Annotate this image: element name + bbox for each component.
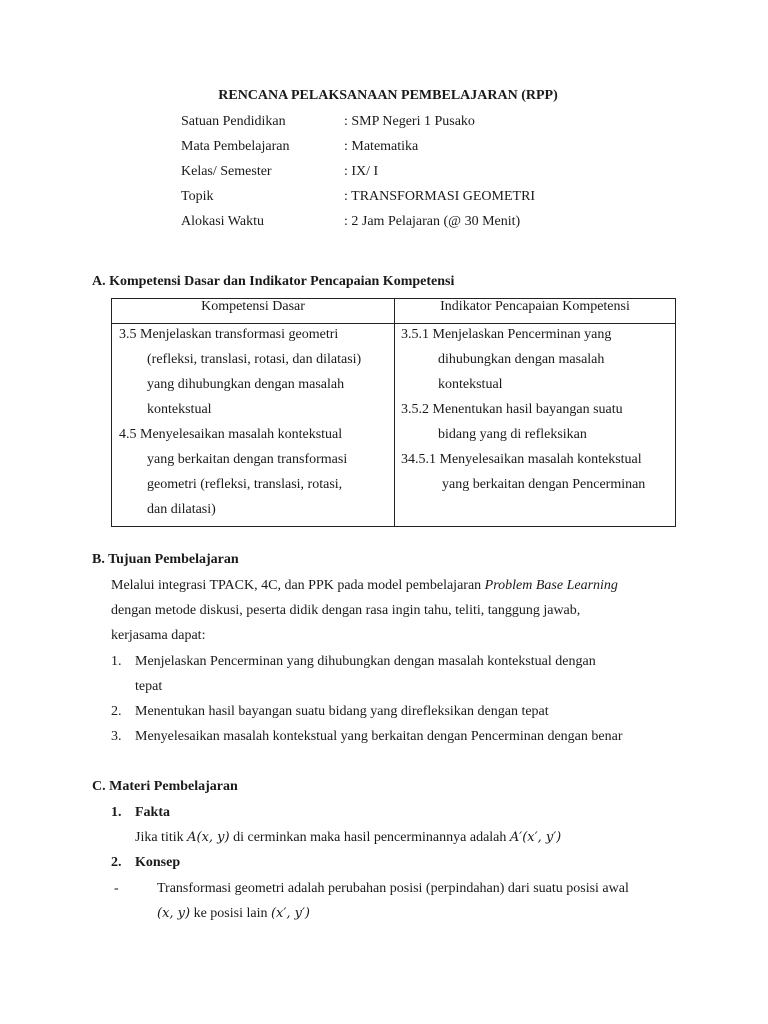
- konsep-text-part: ke posisi lain: [190, 906, 271, 921]
- identity-value: : SMP Negeri 1 Pusako: [344, 114, 475, 129]
- ipk-line: 34.5.1 Menyelesaikan masalah kontekstual: [401, 452, 642, 467]
- math-xy: (x, y): [157, 906, 191, 921]
- objective-intro-line-2: dengan metode diskusi, peserta didik dengan rasa ingin tahu, teliti, tanggung jawab,: [111, 603, 581, 618]
- kd-line: (refleksi, translasi, rotasi, dan dilatasi): [147, 352, 362, 367]
- kd-line: kontekstual: [147, 402, 212, 417]
- kd-line: 4.5 Menyelesaikan masalah kontekstual: [119, 427, 343, 442]
- model-name: Problem Base Learning: [484, 578, 618, 593]
- ipk-line: 3.5.1 Menjelaskan Pencerminan yang: [401, 327, 612, 342]
- objective-number: 2.: [111, 704, 122, 719]
- fakta-text: [135, 830, 561, 846]
- objective-intro-line-1: [111, 578, 618, 594]
- objective-number: 3.: [111, 729, 122, 744]
- objective-text: Menjelaskan Pencerminan yang dihubungkan dengan masalah kontekstual dengan: [135, 654, 596, 669]
- document-title: RENCANA PELAKSANAAN PEMBELAJARAN (RPP): [218, 88, 558, 103]
- fakta-text-part: Jika titik: [135, 830, 188, 845]
- konsep-line-1: Transformasi geometri adalah perubahan posisi (perpindahan) dari suatu posisi awal: [157, 881, 629, 896]
- ipk-line: 3.5.2 Menentukan hasil bayangan suatu: [401, 402, 623, 417]
- identity-label: Satuan Pendidikan: [181, 114, 286, 129]
- fakta-title: Fakta: [135, 805, 170, 820]
- identity-label: Mata Pembelajaran: [181, 139, 290, 154]
- identity-label: Topik: [181, 189, 214, 204]
- table-cell-kompetensi-dasar: [112, 324, 395, 527]
- kd-line: yang dihubungkan dengan masalah: [147, 377, 345, 392]
- ipk-line: dihubungkan dengan masalah: [438, 352, 605, 367]
- identity-value: : Matematika: [344, 139, 419, 154]
- identity-value: : IX/ I: [344, 164, 379, 179]
- identity-label: Alokasi Waktu: [181, 214, 264, 229]
- competency-table: [111, 298, 676, 527]
- objective-text: Menentukan hasil bayangan suatu bidang yang direfleksikan dengan tepat: [135, 704, 549, 719]
- objective-intro-text: Melalui integrasi TPACK, 4C, dan PPK pada model pembelajaran: [111, 578, 485, 593]
- list-dash: -: [114, 881, 119, 896]
- ipk-line: bidang yang di refleksikan: [438, 427, 587, 442]
- konsep-title: Konsep: [135, 855, 181, 870]
- objective-text-continued: tepat: [135, 679, 163, 694]
- math-point-a: A(x, y): [187, 830, 230, 845]
- fakta-number: 1.: [111, 805, 122, 820]
- identity-value: : TRANSFORMASI GEOMETRI: [344, 189, 536, 204]
- kd-line: dan dilatasi): [147, 502, 216, 517]
- section-b-heading: B. Tujuan Pembelajaran: [92, 552, 239, 567]
- ipk-line: kontekstual: [438, 377, 503, 392]
- objective-text: Menyelesaikan masalah kontekstual yang berkaitan dengan Pencerminan dengan benar: [135, 729, 623, 744]
- section-c-heading: C. Materi Pembelajaran: [92, 779, 238, 794]
- kd-line: 3.5 Menjelaskan transformasi geometri: [119, 327, 339, 342]
- objective-number: 1.: [111, 654, 122, 669]
- kd-line: geometri (refleksi, translasi, rotasi,: [147, 477, 343, 492]
- section-a-heading: A. Kompetensi Dasar dan Indikator Pencapaian Kompetensi: [92, 274, 455, 289]
- konsep-number: 2.: [111, 855, 122, 870]
- identity-value: : 2 Jam Pelajaran (@ 30 Menit): [344, 214, 521, 229]
- konsep-line-2: [157, 906, 310, 922]
- math-point-a-prime: A′(x′, y′): [509, 830, 562, 845]
- ipk-line: yang berkaitan dengan Pencerminan: [442, 477, 646, 492]
- table-header-indikator: Indikator Pencapaian Kompetensi: [395, 299, 676, 324]
- table-cell-indikator: [395, 324, 676, 527]
- table-header-kompetensi-dasar: Kompetensi Dasar: [112, 299, 395, 324]
- kd-line: yang berkaitan dengan transformasi: [147, 452, 348, 467]
- identity-label: Kelas/ Semester: [181, 164, 272, 179]
- objective-intro-line-3: kerjasama dapat:: [111, 628, 206, 643]
- fakta-text-part: di cerminkan maka hasil pencerminannya adalah: [229, 830, 510, 845]
- math-xy-prime: (x′, y′): [270, 906, 310, 921]
